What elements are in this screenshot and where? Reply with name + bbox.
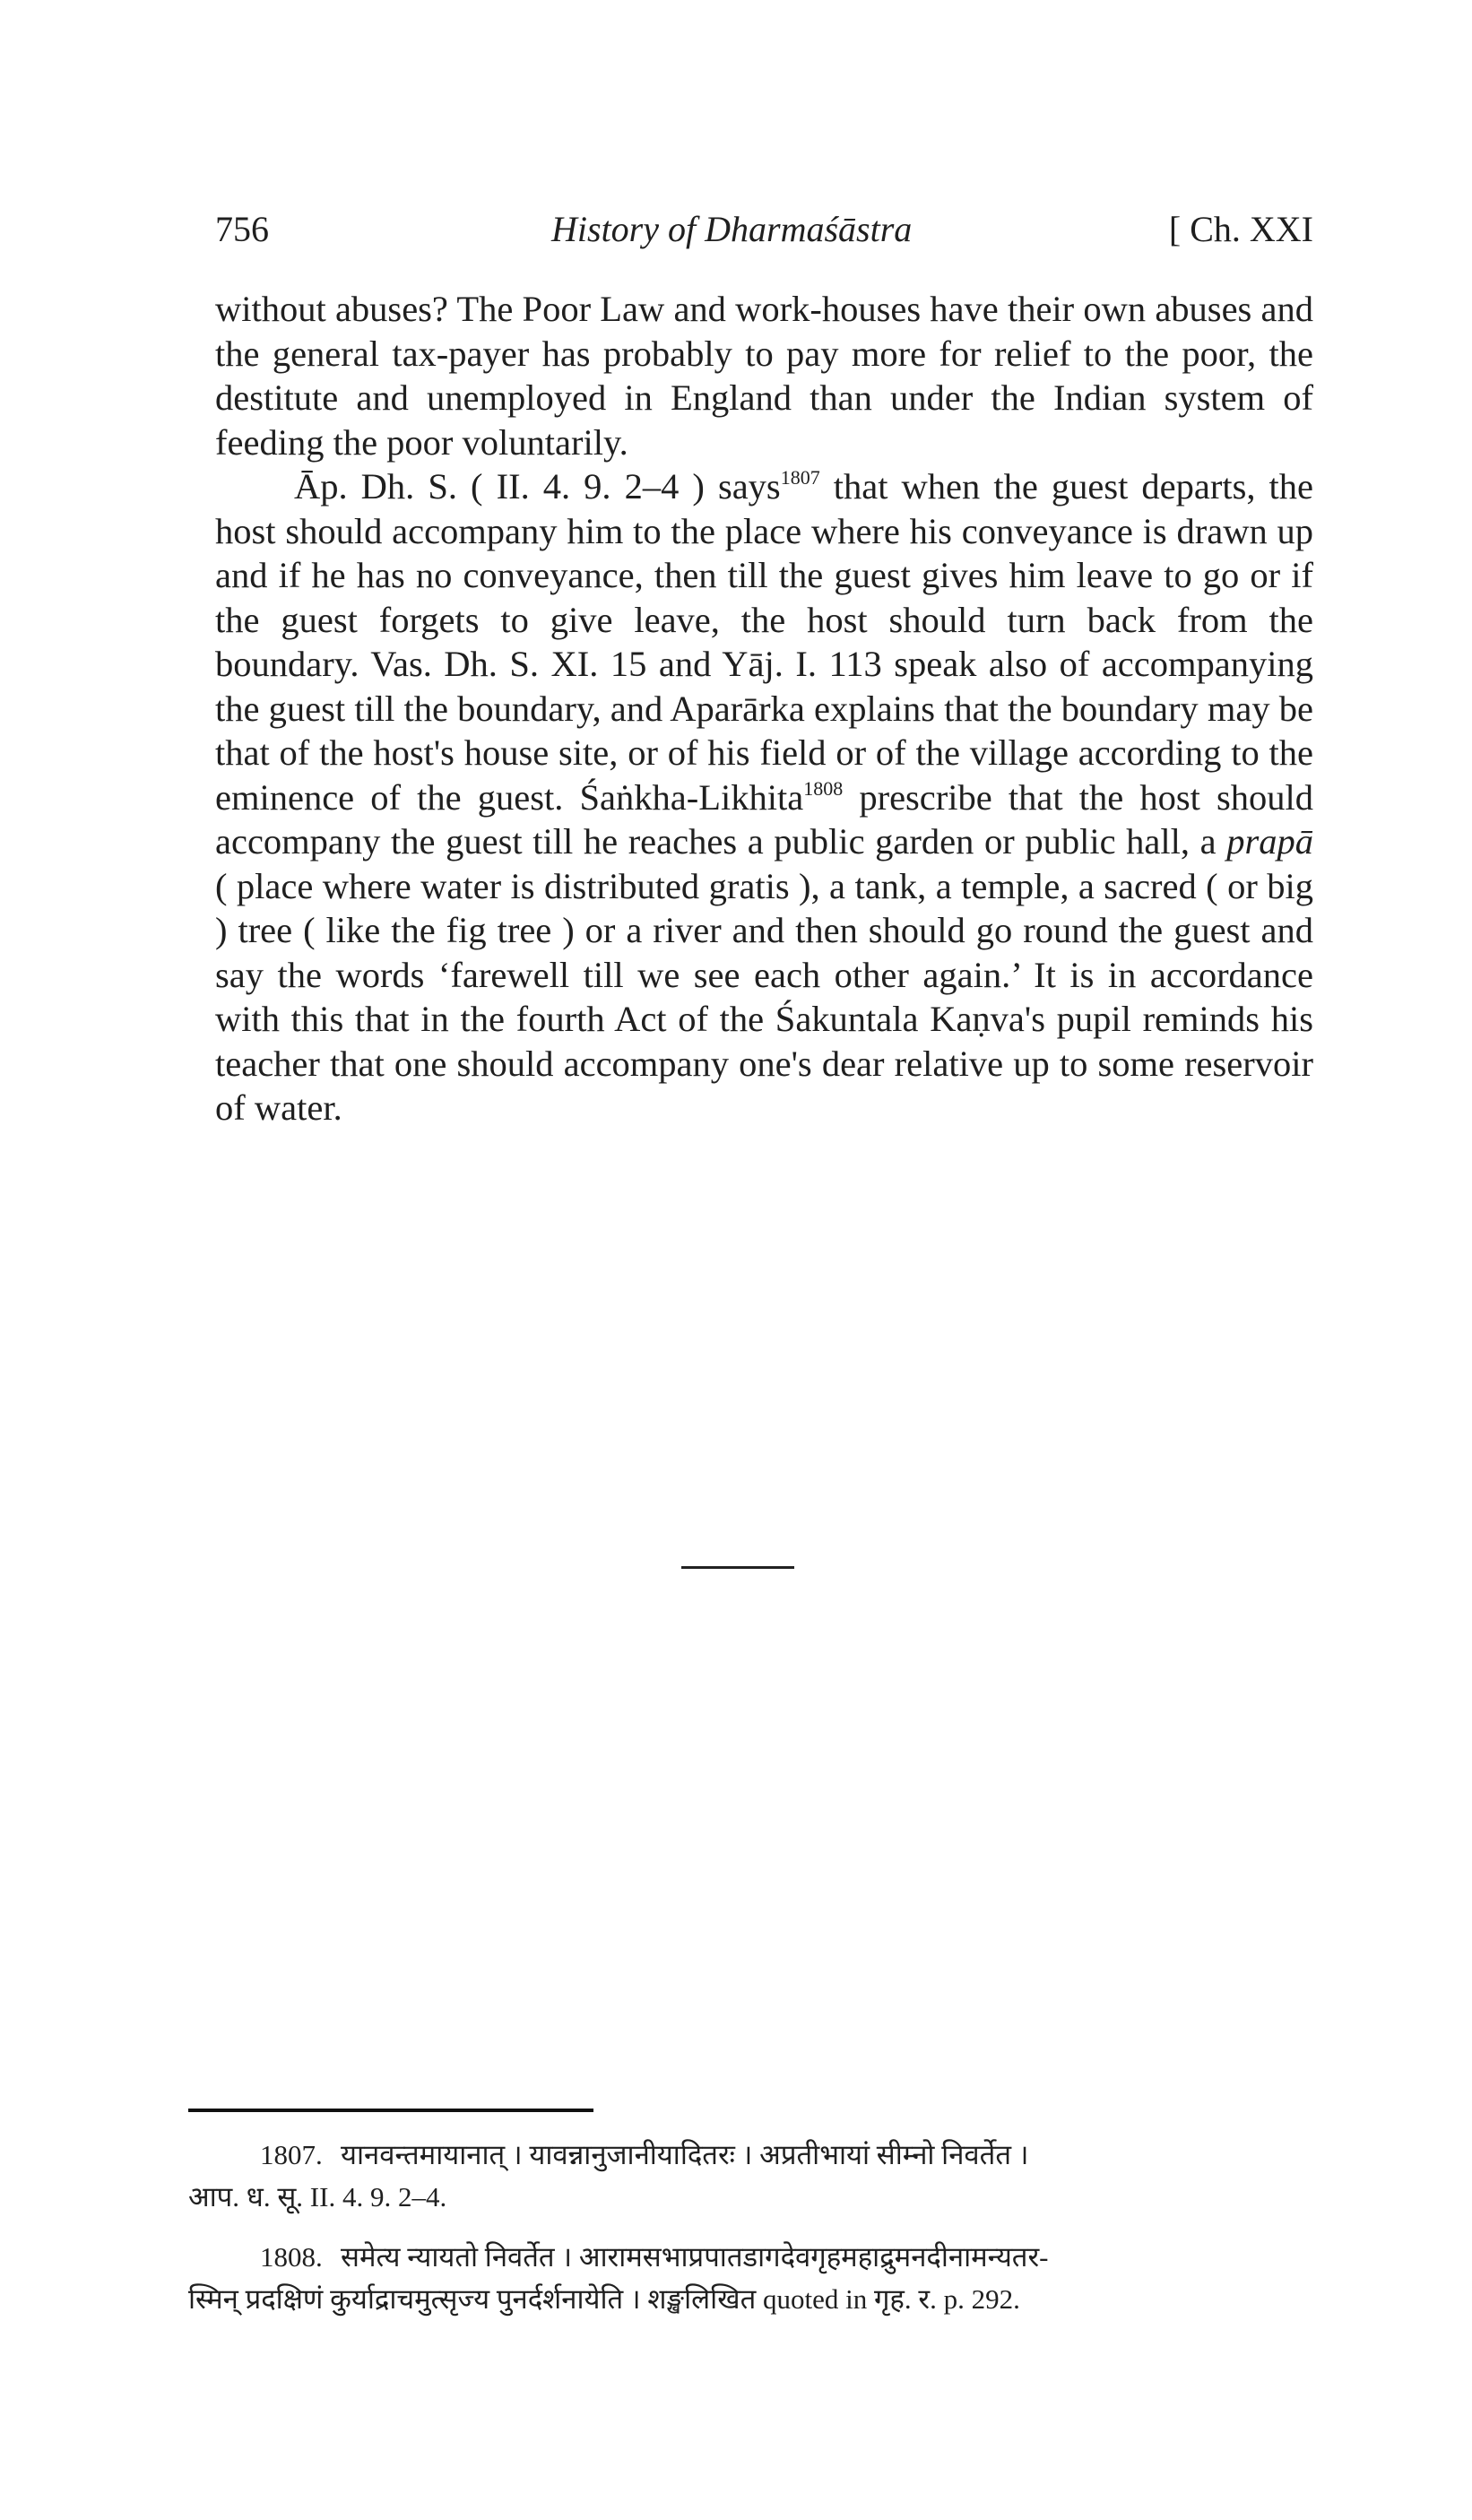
footnote-divider (188, 2109, 593, 2112)
footnote-1807 (188, 2134, 1313, 2218)
body-text (215, 287, 1313, 1130)
footnote-text-line1: समेत्य न्यायतो निवर्तेत । आरामसभाप्रपातडागदेवगृहमहाद्रुमनदीनामन्यतर- (341, 2241, 1049, 2273)
footnote-ref-1808[interactable]: 1808 (803, 776, 844, 800)
paragraph-2-part-b: that when the guest departs, the host should accompany him to the place where his conveyance is drawn up and if he has no conveyance, then till the guest gives him leave to go or if the guest forgets to give leave, the host should turn back from the boundary. Vas. Dh. S. XI. 15 and Yāj. I. 113 speak also of accompanying the guest till the boundary, and Aparārka explains that the boundary may be that of the host's house site, or of his field or of the village according to the eminence of the guest. Śaṅkha-Likhita (215, 466, 1313, 818)
footnote-1808 (188, 2236, 1313, 2320)
footnote-text-line2: आप. ध. सू. II. 4. 9. 2–4. (188, 2181, 447, 2213)
italic-term-prapa: prapā (1226, 821, 1313, 862)
footnote-number: 1807. (260, 2139, 323, 2170)
footnote-text-line1: यानवन्तमायानात् । यावन्नानुजानीयादितरः । अप्रतीभायां सीम्नो निवर्तेत । (341, 2139, 1029, 2170)
paragraph-2-part-d: ( place where water is distributed gratis ), a tank, a temple, a sacred ( or big ) tree ( like the fig tree ) or a river and then should go round the guest and say the words ‘farewell till we see each other again.’ It is in accordance with this that in the fourth Act of the Śakuntala Kaṇva's pupil reminds his teacher that one should accompany one's dear relative up to some reservoir of water. (215, 865, 1313, 1128)
paragraph-1: without abuses? The Poor Law and work-houses have their own abuses and the general tax-payer has probably to pay more for relief to the poor, the destitute and unemployed in England than under the Indian system of feeding the poor voluntarily. (215, 289, 1313, 463)
footnotes (188, 2134, 1313, 2338)
footnote-ref-1807[interactable]: 1807 (780, 466, 820, 489)
footnote-text-line2: स्मिन् प्रदक्षिणं कुर्याद्राचमुत्सृज्य पुनर्दर्शनायेति । शङ्खलिखित quoted in गृह. र. p. 292. (188, 2283, 1020, 2315)
paragraph-2 (215, 464, 1313, 1130)
page-number: 756 (215, 209, 269, 249)
chapter-label: [ Ch. XXI (1168, 209, 1313, 249)
running-title: History of Dharmaśāstra (551, 209, 913, 249)
footnote-number: 1808. (260, 2241, 323, 2273)
section-divider (681, 1566, 794, 1569)
page-header (215, 208, 1313, 262)
paragraph-2-part-c: prescribe that the host should accompany the guest till he reaches a public garden or public hall, a (215, 776, 1314, 862)
paragraph-2-part-a: Āp. Dh. S. ( II. 4. 9. 2–4 ) says (294, 466, 781, 507)
